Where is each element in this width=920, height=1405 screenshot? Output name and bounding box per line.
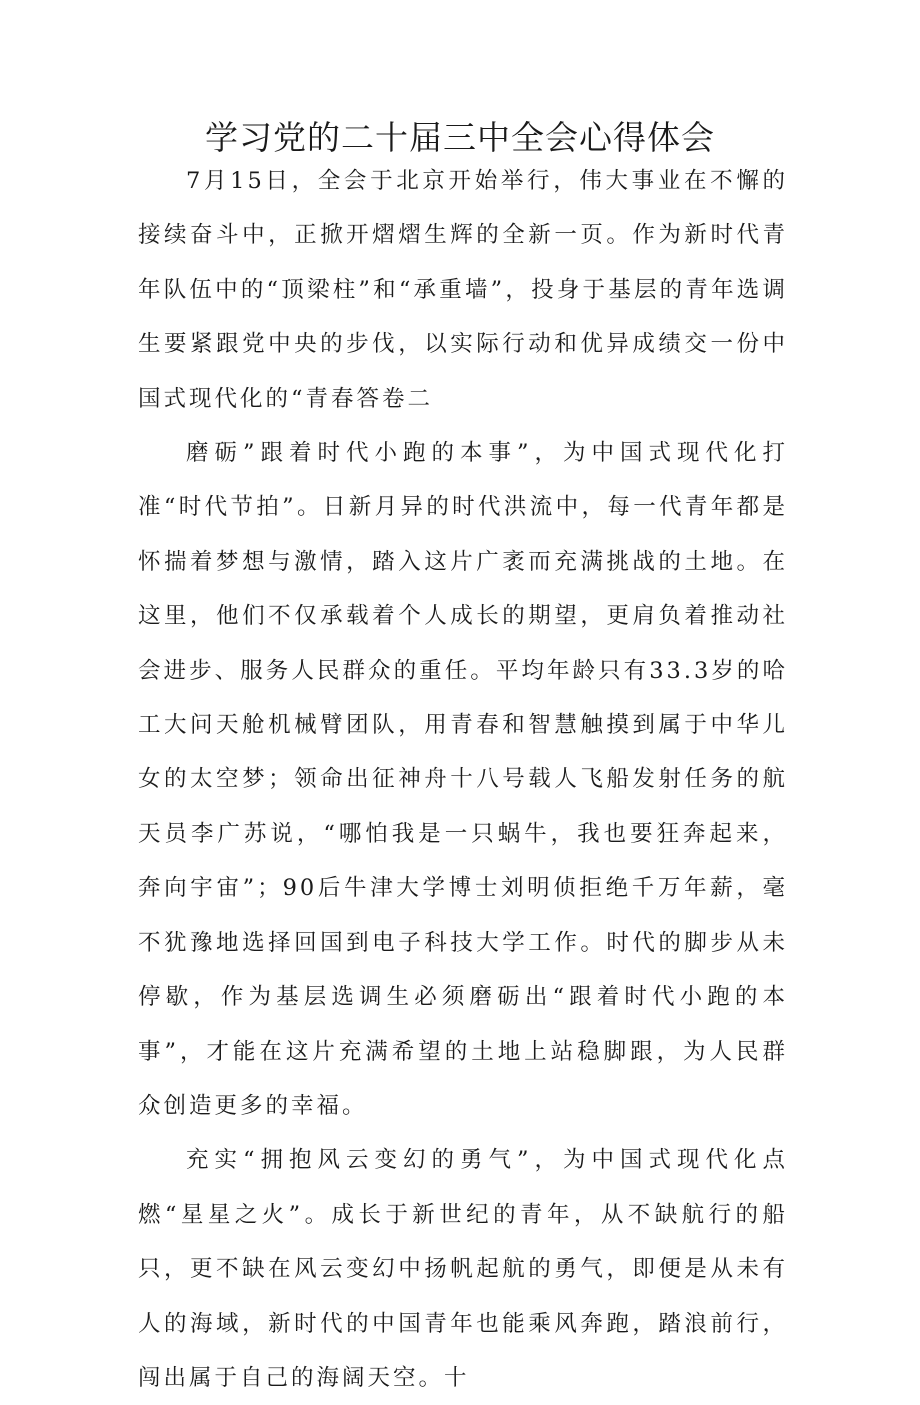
paragraph-1: 7月15日，全会于北京开始举行，伟大事业在不懈的接续奋斗中，正掀开熠熠生辉的全新一页。作为新时代青年队伍中的“顶梁柱”和“承重墙”，投身于基层的青年选调生要紧跟党中央的步伐，以实际行动和优异成绩交一份中国式现代化的“青春答卷二 [138,168,788,412]
document-body [138,154,788,1405]
paragraph-3: 充实“拥抱风云变幻的勇气”，为中国式现代化点燃“星星之火”。成长于新世纪的青年，从不缺航行的船只，更不缺在风云变幻中扬帆起航的勇气，即便是从未有人的海域，新时代的中国青年也能乘风奔跑，踏浪前行，闯出属于自己的海阔天空。十 [138,1147,788,1391]
document-title: 学习党的二十届三中全会心得体会 [205,118,715,157]
paragraph-2: 磨砺”跟着时代小跑的本事”，为中国式现代化打准“时代节拍”。日新月异的时代洪流中，每一代青年都是怀揣着梦想与激情，踏入这片广袤而充满挑战的土地。在这里，他们不仅承载着个人成长的期望，更肩负着推动社会进步、服务人民群众的重任。平均年龄只有33.3岁的哈工大问天舱机械臂团队，用青春和智慧触摸到属于中华儿女的太空梦；领命出征神舟十八号载人飞船发射任务的航天员李广苏说，“哪怕我是一只蜗牛，我也要狂奔起来，奔向宇宙”；90后牛津大学博士刘明侦拒绝千万年薪，毫不犹豫地选择回国到电子科技大学工作。时代的脚步从未停歇，作为基层选调生必须磨砺出“跟着时代小跑的本事”，才能在这片充满希望的土地上站稳脚跟，为人民群众创造更多的幸福。 [138,440,788,1119]
